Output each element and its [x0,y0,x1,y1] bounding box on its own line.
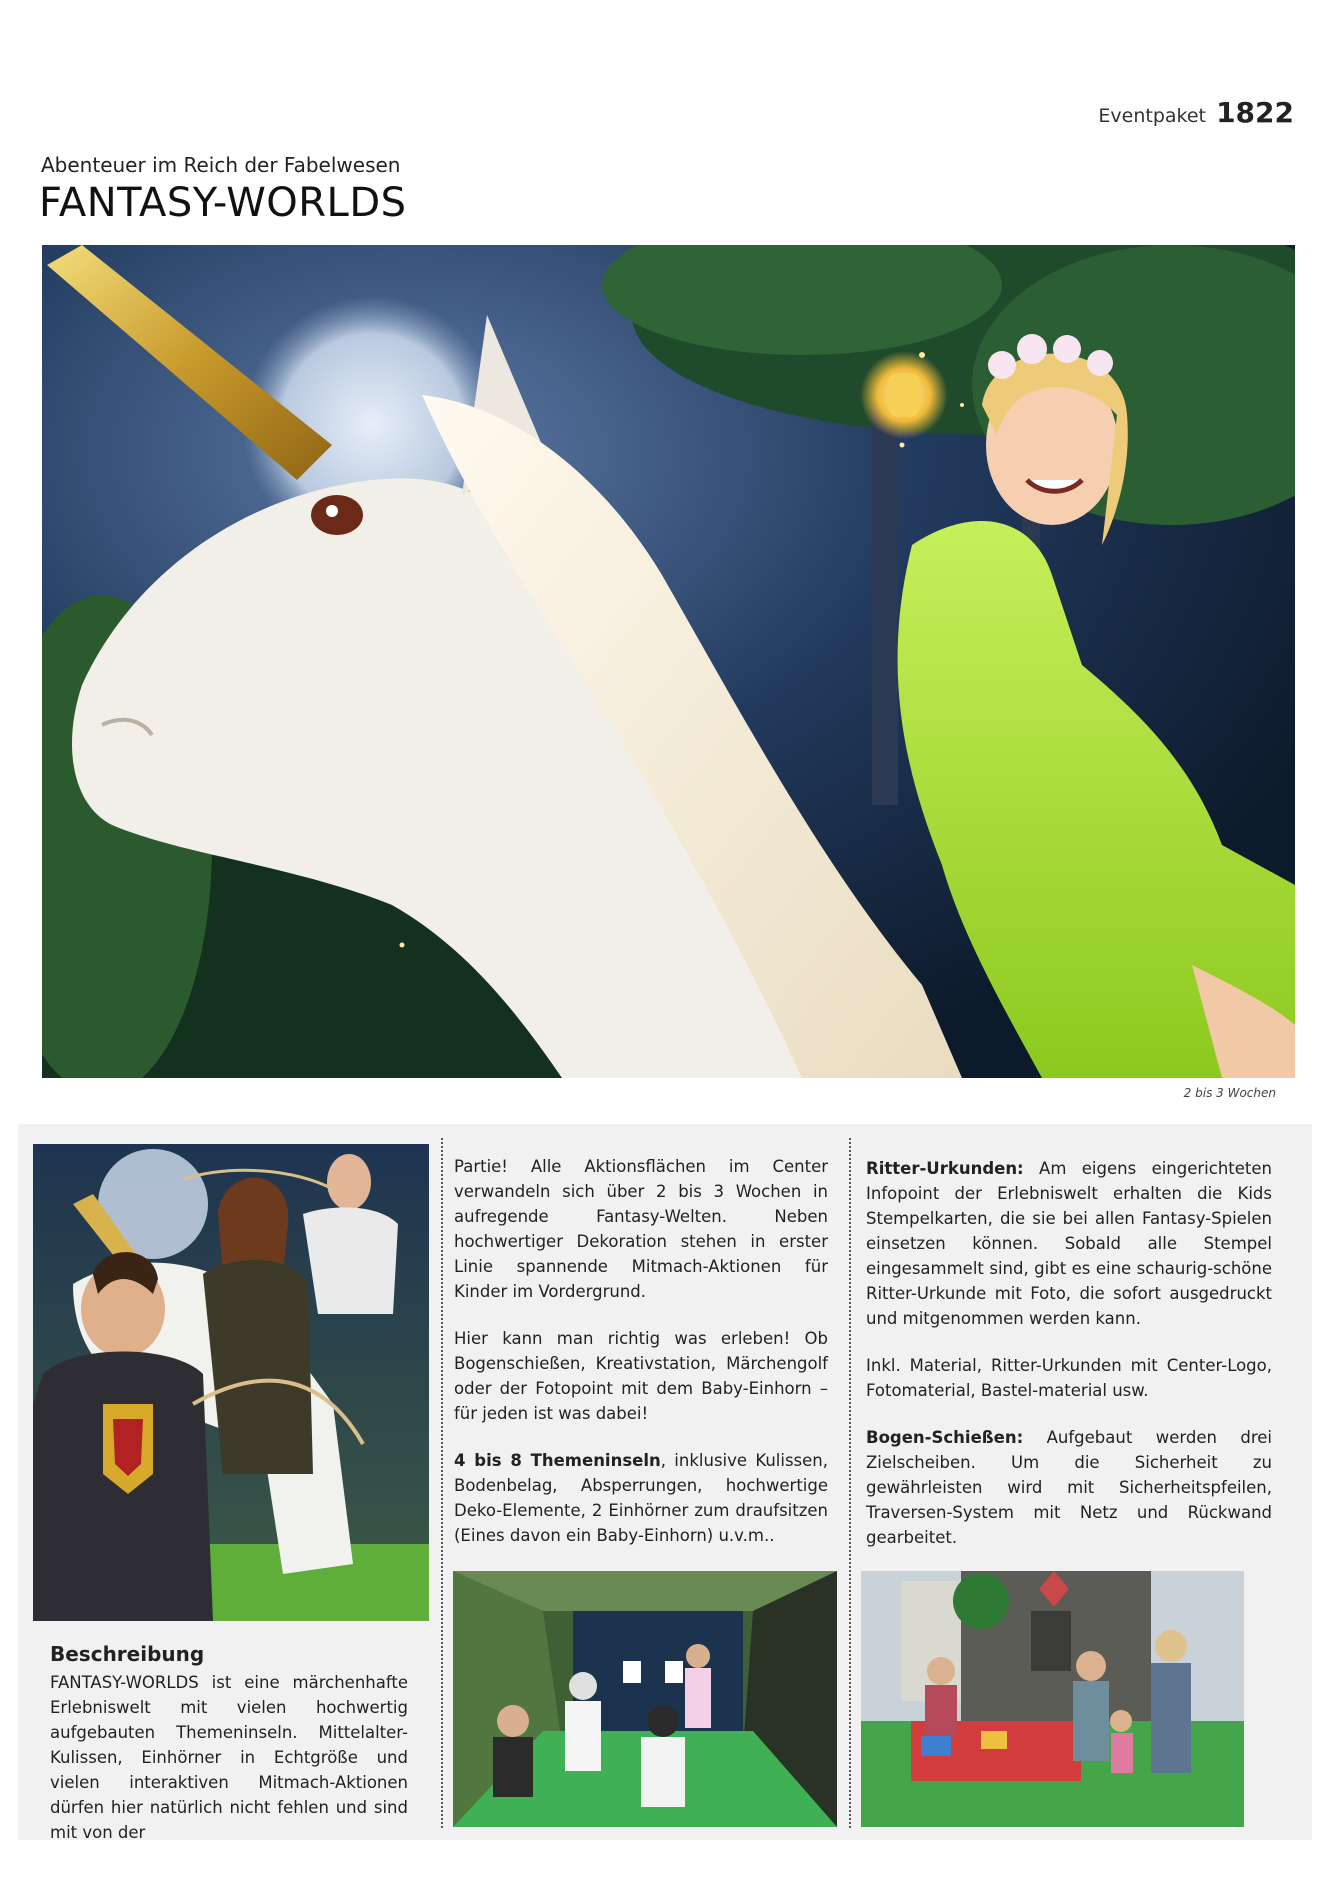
themeninseln-text: , inklusive Kulissen, Bodenbelag, Absperrungen, hochwertige Deko-Elemente, 2 Einhörner zum draufsitzen (Eines davon ein Baby-Einhorn) u.v.m.. [454,1451,828,1545]
craft-station-photo [861,1571,1244,1827]
package-number-value: 1822 [1216,96,1294,129]
col3-paragraph-2: Inkl. Material, Ritter-Urkunden mit Center-Logo, Fotomaterial, Bastel-material usw. [866,1356,1272,1400]
column-3 [866,1156,1272,1550]
page-subtitle: Abenteuer im Reich der Fabelwesen [41,153,401,177]
ritter-urkunden-label: Ritter-Urkunden: [866,1159,1024,1178]
archery-photo [33,1144,429,1621]
col3-paragraph-3 [866,1425,1272,1550]
package-number [1098,96,1294,129]
column-2 [454,1154,828,1548]
col3-paragraph-1 [866,1156,1272,1331]
col2-paragraph-1: Partie! Alle Aktionsflächen im Center verwandeln sich über 2 bis 3 Wochen in aufregende Fantasy-Welten. Neben hochwertiger Dekoration stehen in erster Linie spannende Mitmach-Aktionen für Kinder im Vordergrund. [454,1157,828,1301]
duration-caption: 2 bis 3 Wochen [1183,1086,1276,1100]
column-divider [441,1138,443,1828]
hero-photo [42,245,1295,1078]
description-heading: Beschreibung [50,1642,205,1666]
bogen-schiessen-text: Aufgebaut werden drei Zielscheiben. Um die Sicherheit zu gewährleisten wird mit Sicherheitspfeilen, Traversen-System mit Netz und Rückwand gearbeitet. [866,1428,1272,1547]
ritter-urkunden-text: Am eigens eingerichteten Infopoint der Erlebniswelt erhalten die Kids Stempelkarten, die sie bei allen Fantasy-Spielen einsetzen können. Sobald alle Stempel eingesammelt sind, gibt es eine schaurig-schöne Ritter-Urkunde mit Foto, die sofort ausgedruckt und mitgenommen werden kann. [866,1159,1272,1328]
description-text: FANTASY-WORLDS ist eine märchenhafte Erlebniswelt mit vielen hochwertig aufgebauten Themeninseln. Mittelalter-Kulissen, Einhörner in Echtgröße und vielen interaktiven Mitmach-Aktionen dürfen hier natürlich nicht fehlen und sind mit von der [50,1673,408,1842]
column-divider [849,1138,851,1828]
page-title: FANTASY-WORLDS [39,180,407,226]
col2-paragraph-2: Hier kann man richtig was erleben! Ob Bogenschießen, Kreativstation, Märchengolf oder der Fotopoint mit dem Baby-Einhorn – für jeden ist was dabei! [454,1329,828,1423]
bogen-schiessen-label: Bogen-Schießen: [866,1428,1024,1447]
archery-tunnel-photo [453,1571,837,1827]
col2-paragraph-3 [454,1448,828,1548]
package-label: Eventpaket [1098,105,1207,127]
themeninseln-label: 4 bis 8 Themeninseln [454,1451,661,1470]
